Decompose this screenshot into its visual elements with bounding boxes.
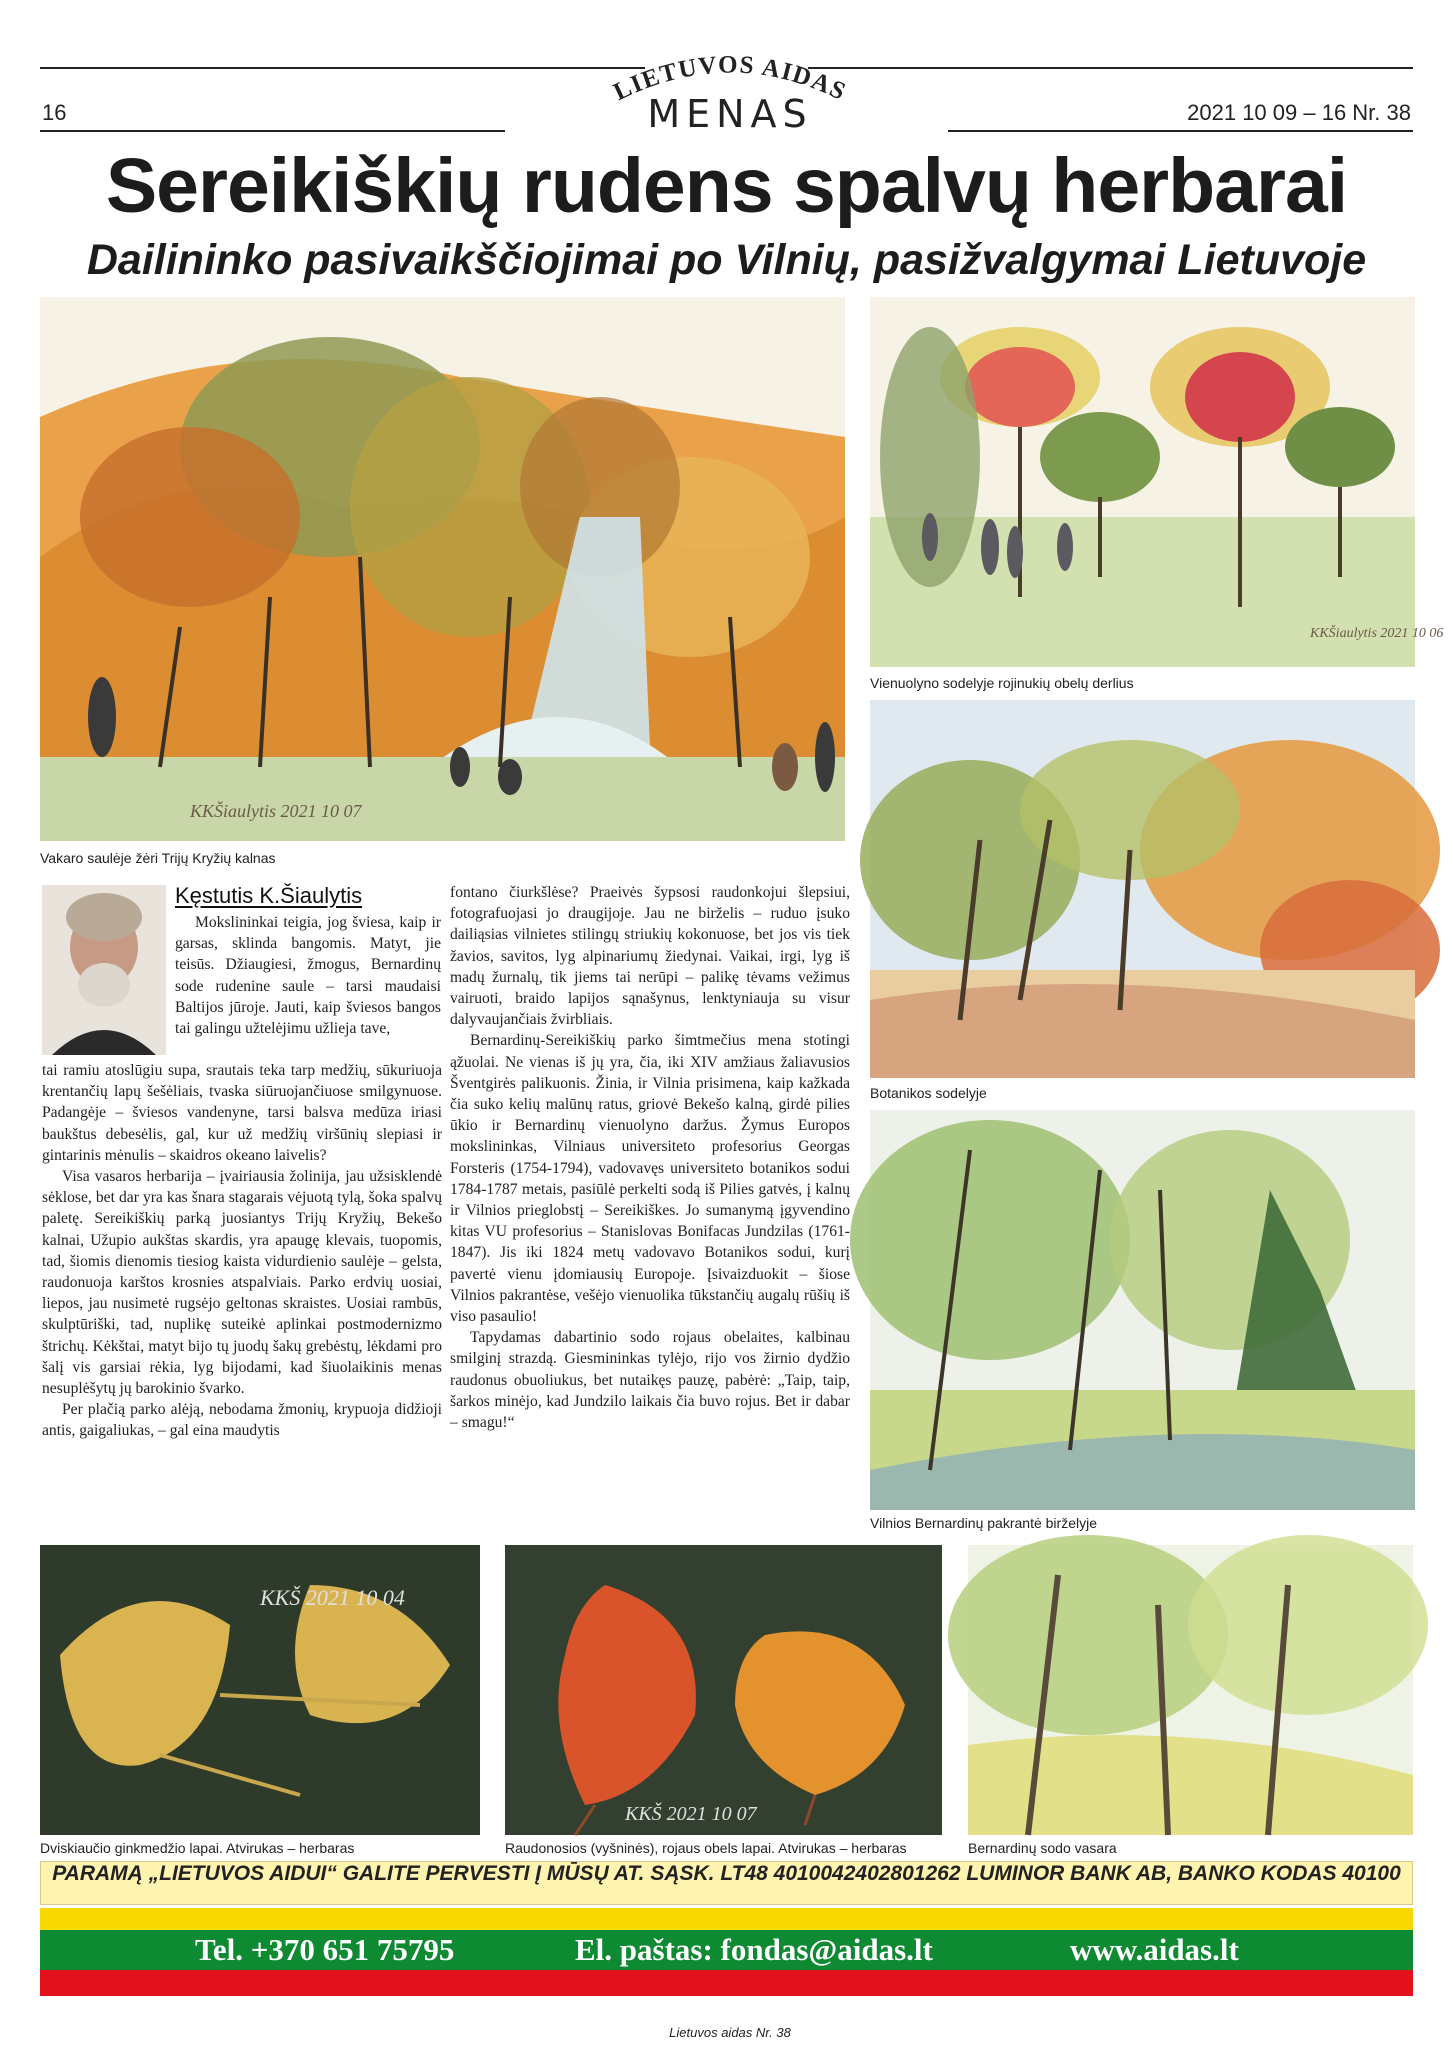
article-paragraph: tai ramiu atoslūgiu supa, srautais teka tarp medžių, sūkuriuoja krentančių lapų šešėliais, tvaska siūruojančiuose smilgynuose. Padangėje – šviesos vandenyne, tarsi balsva medūza iriasi baukštus debesėlis, gal, kur už medžių viršūnių slepiasi ir gintarinis mėnulis – skaidros okeano laivelis? (42, 1062, 442, 1164)
header-rule-left (40, 130, 505, 132)
article-paragraph: Bernardinų-Sereikiškių parko šimtmečius mena stotingi ąžuolai. Ne vienas iš jų yra, čia, iki XIV amžiaus žaliavusios Šventgirės palikuonis. Žinia, ir Vilnia prisimena, kaip kažkada čia suko kelių malūnų ratus, griovė Bekešo kalną, girdė pilies ūkio ir Bernardinų vienuolyno daržus. Žymus Europos mokslininkas, Vilniaus universiteto profesorius Georgas Forsteris (1754-1794), vadovavęs universiteto botanikos sodui 1784-1787 metais, pasiūlė perkelti sodą iš Pilies gatvės, į kalnų ir Vilnios prieglobstį – Sereikiškes. Jo sumanymą įgyvendino kitas VU profesorius – Stanislovas Bonifacas Jundzilas (1761-1847). Jis iki 1824 metų vadovavo Botanikos sodui, kurį pavertė vienu įdomiausių Europoje. Įsivaizduokit – šiose Vilnios pakrantėse, vešėjo vienuolika tūkstančių augalų rūšių iš viso pasaulio! (450, 1032, 850, 1326)
bottom-image-ginkgo-signature: KKŠ 2021 10 04 (260, 1585, 405, 1610)
headline: Sereikiškių rudens spalvų herbarai (105, 143, 1348, 229)
article-paragraph: Mokslininkai teigia, jog šviesa, kaip ir garsas, sklinda bangomis. Matyt, jie teisūs. Džiaugiesi, žmogus, Bernardinų sode rudenine saule – tarsi maudaisi Baltijos jūroje. Jauti, kaip šviesos bangos tai galingu užtelėjimu užlieja tave, (175, 914, 441, 1038)
section-label: MENAS (647, 92, 813, 136)
article-column-1a (175, 912, 441, 1039)
right-image-2-caption: Botanikos sodelyje (870, 1085, 987, 1101)
article-paragraph: Per plačią parko alėją, nebodama žmonių, krypuoja didžioji antis, gaigaliukas, – gal eina maudytis (42, 1401, 442, 1440)
main-watercolor-image (40, 297, 845, 841)
bottom-image-garden-caption: Bernardinų sodo vasara (968, 1840, 1117, 1856)
article-paragraph: Visa vasaros herbarija – įvairiausia žolinija, jau užsisklendė sėklose, bet dar yra kas šnara stagarais vėjuotą tylą, šoka spalvų paletę. Sereikiškių parką juosiantys Trijų Kryžių, Bekešo kalnai, Užupio aukštas skardis, yra apaugę klevais, tuopomis, tad, šiomis dienomis tiesiog kaista vidurdienio saulėje – gelsta, raudonuoja karštos krosnies atspalviais. Parko erdvių uosiai, liepos, jau nusimetė rugsėjo geltonas skraistes. Uosiai rambūs, skulptūriški, tad, nuplikę suteikė aplinkai postmodernizmo štrichų. Kėkštai, matyt bijo tų juodų šakų grebėstų, lėkdami pro šalį vis garsiai rėkia, lyg bijodami, kad šiuolaikinis menas nesuplėšytų jų barokinio švarko. (42, 1168, 442, 1398)
article-paragraph: Tapydamas dabartinio sodo rojaus obelaites, kalbinau smilginį strazdą. Giesmininkas tylėjo, rijo vos žirnio dydžio raudonus obuoliukus, bet nutaikęs pauzę, pabėrė: „Taip, taip, šarkos minėjo, kad Jundzilo laikais čia buvo rojus. Bet ir dabar – smagu!“ (450, 1329, 850, 1432)
main-image-signature: KKŠiaulytis 2021 10 07 (190, 801, 362, 821)
article-column-1b (42, 1060, 442, 1442)
footer-page-mark: Lietuvos aidas Nr. 38 (669, 2025, 791, 2040)
contact-website[interactable]: www.aidas.lt (1070, 1932, 1239, 1967)
subheadline: Dailininko pasivaikščiojimai po Vilnių, pasižvalgymai Lietuvoje (86, 236, 1367, 284)
masthead-title: LIETUVOS AIDAS (609, 51, 851, 107)
page-number: 16 (42, 100, 67, 125)
bottom-image-apple-leaves (505, 1545, 942, 1835)
flag-stripe-red (40, 1970, 1413, 1996)
right-image-1-caption: Vienuolyno sodelyje rojinukių obelų derlius (870, 675, 1134, 691)
author-photo (42, 885, 166, 1055)
right-image-1 (870, 297, 1444, 667)
right-image-1-signature: KKŠiaulytis 2021 10 06 (1310, 626, 1444, 641)
right-image-3 (870, 1110, 1415, 1510)
bottom-image-ginkgo (40, 1545, 480, 1835)
bottom-image-garden (968, 1545, 1413, 1835)
article-paragraph: fontano čiurkšlėse? Praeivės šypsosi raudonkojui šlepsiui, fotografuojasi jo draugijoje. Jau ne birželis – ruduo įsuko dailiąsias vilnietes stilingų striukių kokonuose, bet jos vis tiek žavios, savitos, lyg alpinariumų žiedynai. Vaikai, irgi, lyg iš madų žurnalų, tik jiems tai nerūpi – palikę tėvams vežimus vairuoti, braido lapijos sąnašynus, lenktyniauja su visur dalyvaujančiais žvirbliais. (450, 884, 850, 1029)
right-image-3-caption: Vilnios Bernardinų pakrantė birželyje (870, 1515, 1097, 1531)
issue-date: 2021 10 09 – 16 Nr. 38 (1187, 100, 1411, 125)
right-image-2 (870, 700, 1415, 1078)
header-rule-right (948, 130, 1413, 132)
bottom-image-apple-caption: Raudonosios (vyšninės), rojaus obels lapai. Atvirukas – herbaras (505, 1840, 907, 1856)
contact-phone[interactable]: Tel. +370 651 75795 (195, 1932, 455, 1967)
article-column-2 (450, 882, 850, 1433)
author-byline: Kęstutis K.Šiaulytis (175, 883, 363, 908)
flag-stripe-yellow (40, 1908, 1413, 1930)
main-image-caption: Vakaro saulėje žėri Trijų Kryžių kalnas (40, 850, 276, 866)
donation-banner (40, 1861, 1413, 1905)
donation-text: PARAMĄ „LIETUVOS AIDUI“ GALITE PERVESTI Į MŪSŲ AT. SĄSK. LT48 4010042402801262 LUMINOR BANK AB, BANKO KODAS 40100 (52, 1862, 1401, 1885)
bottom-image-apple-signature: KKŠ 2021 10 07 (625, 1803, 757, 1825)
contact-email[interactable]: El. paštas: fondas@aidas.lt (575, 1932, 933, 1967)
bottom-image-ginkgo-caption: Dviskiaučio ginkmedžio lapai. Atvirukas – herbaras (40, 1840, 355, 1856)
